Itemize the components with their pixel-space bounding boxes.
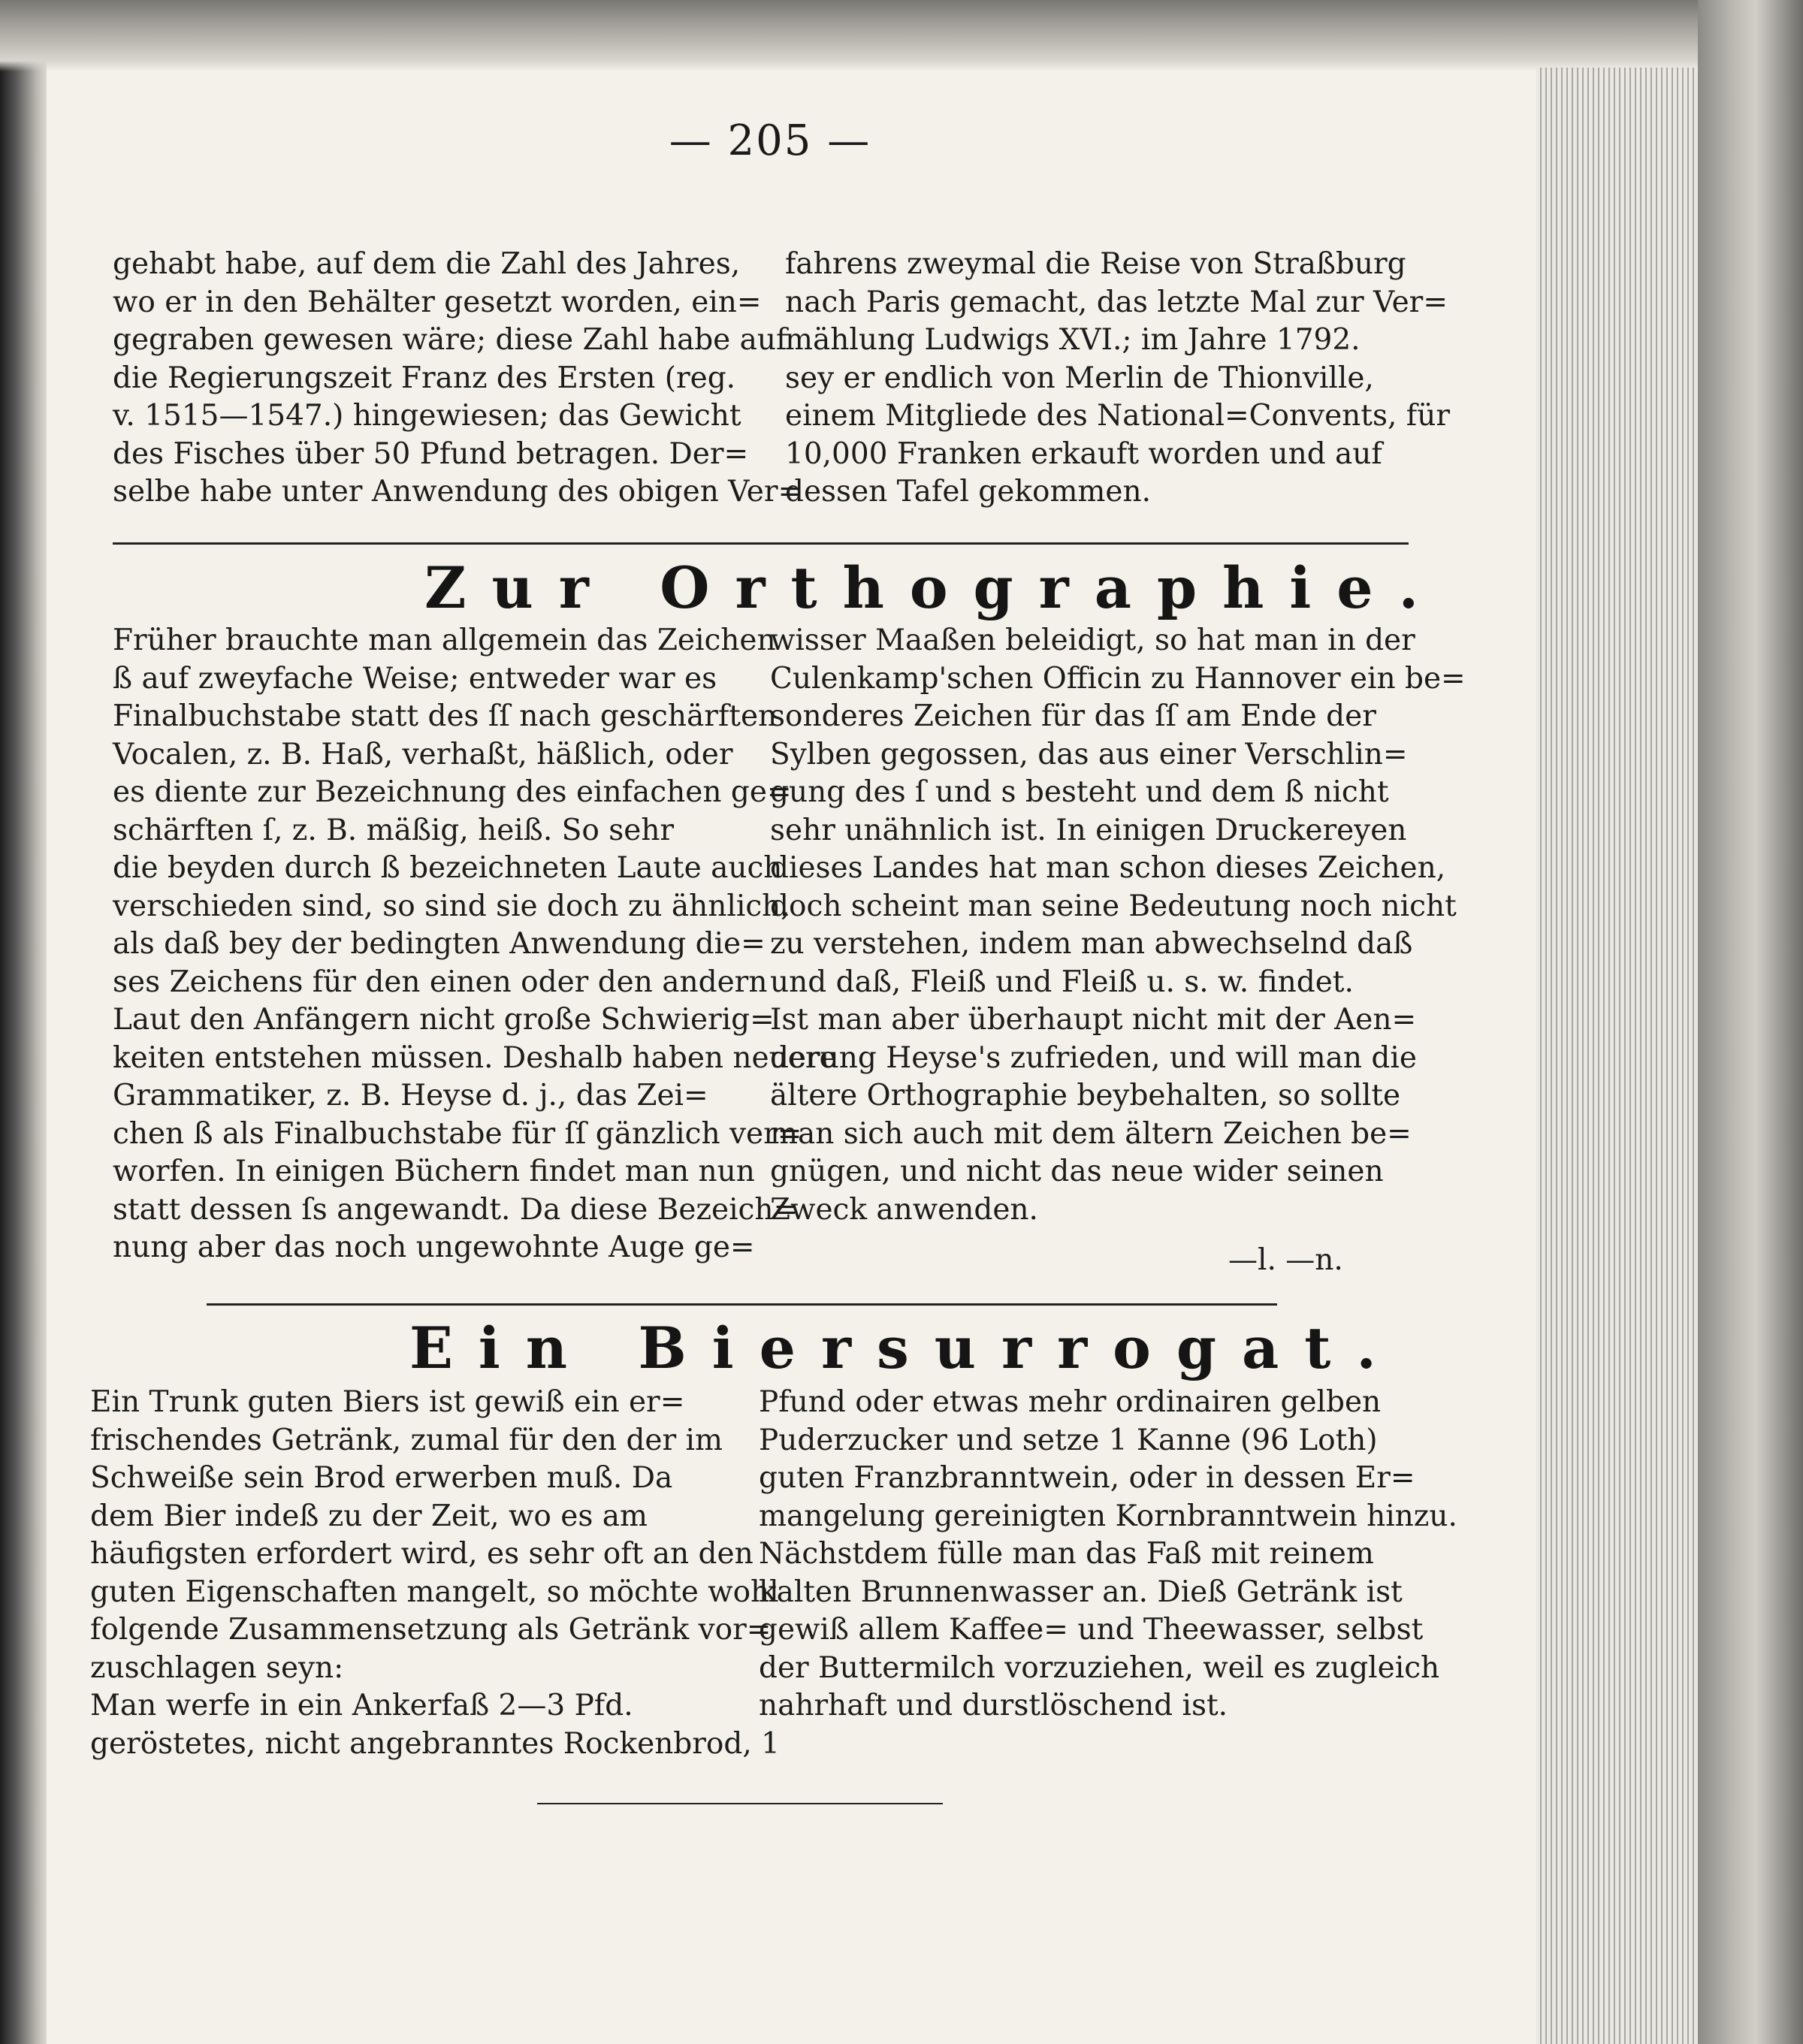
text-line: Früher brauchte man allgemein das Zeichen <box>113 623 776 657</box>
text-line: gnügen, und nicht das neue wider seinen <box>770 1155 1384 1188</box>
text-line: worfen. In einigen Büchern findet man nun <box>113 1155 755 1188</box>
text-line: ältere Orthographie beybehalten, so sollte <box>770 1079 1401 1113</box>
text-line: folgende Zusammensetzung als Getränk vor= <box>90 1613 772 1647</box>
book-top-edge <box>0 0 1803 71</box>
text-line: die Regierungszeit Franz des Ersten (reg. <box>113 361 736 395</box>
text-line: fahrens zweymal die Reise von Straßburg <box>785 247 1406 281</box>
text-line: wisser Maaßen beleidigt, so hat man in der <box>770 623 1415 657</box>
text-line: nach Paris gemacht, das letzte Mal zur Ver= <box>785 285 1448 319</box>
text-line: Ist man aber überhaupt nicht mit der Aen= <box>770 1003 1417 1037</box>
text-line: Schweiße sein Brod erwerben muß. Da <box>90 1461 673 1495</box>
text-line: gewiß allem Kaffee= und Theewasser, selbst <box>759 1613 1424 1647</box>
text-line: und daß, Fleiß und Fleiß u. s. w. findet. <box>770 965 1354 999</box>
page-stack-edge <box>1536 68 1698 2044</box>
text-line: es diente zur Bezeichnung des einfachen ge= <box>113 775 792 809</box>
text-line: dessen Tafel gekommen. <box>785 475 1152 509</box>
text-line: mählung Ludwigs XVI.; im Jahre 1792. <box>785 323 1361 357</box>
text-line: Vocalen, z. B. Haß, verhaßt, häßlich, oder <box>113 737 733 771</box>
text-line: chen ß als Finalbuchstabe für ſſ gänzlich ver= <box>113 1116 802 1151</box>
text-line: sonderes Zeichen für das ſſ am Ende der <box>770 699 1376 733</box>
end-divider <box>537 1803 943 1804</box>
text-line: selbe habe unter Anwendung des obigen Ver= <box>113 475 803 509</box>
article2-right-column <box>770 622 1466 1229</box>
article3-left-column <box>90 1384 780 1763</box>
text-line: Finalbuchstabe statt des ſſ nach geschärften <box>113 699 778 733</box>
text-line: Nächstdem fülle man das Faß mit reinem <box>759 1537 1374 1571</box>
text-line: zuschlagen seyn: <box>90 1650 344 1685</box>
text-line: Laut den Anfängern nicht große Schwierig= <box>113 1003 775 1037</box>
text-line: Ein Trunk guten Biers ist gewiß ein er= <box>90 1385 685 1419</box>
article2-signature: —l. —n. <box>1228 1243 1343 1277</box>
text-line: guten Eigenschaften mangelt, so möchte wohl <box>90 1575 779 1609</box>
text-line: des Fisches über 50 Pfund betragen. Der= <box>113 436 749 471</box>
text-line: gung des ſ und s besteht und dem ß nicht <box>770 775 1389 809</box>
text-line: guten Franzbranntwein, oder in dessen Er= <box>759 1461 1415 1495</box>
text-line: Puderzucker und setze 1 Kanne (96 Loth) <box>759 1423 1378 1457</box>
section-divider <box>113 542 1409 545</box>
text-line: nung aber das noch ungewohnte Auge ge= <box>113 1230 755 1264</box>
text-line: Pfund oder etwas mehr ordinairen gelben <box>759 1385 1382 1419</box>
text-line: verschieden sind, so sind sie doch zu ähnlich, <box>113 889 790 923</box>
text-line: Zweck anwenden. <box>770 1192 1038 1227</box>
text-line: einem Mitgliede des National=Convents, für <box>785 399 1450 433</box>
text-line: geröstetes, nicht angebranntes Rockenbrod, 1 <box>90 1726 780 1761</box>
article3-right-column <box>759 1384 1457 1725</box>
text-line: ses Zeichens für den einen oder den andern <box>113 965 768 999</box>
article3-title: Ein Biersurrogat. <box>409 1315 1402 1381</box>
text-line: ß auf zweyfache Weise; entweder war es <box>113 661 717 696</box>
text-line: keiten entstehen müssen. Deshalb haben neuere <box>113 1040 837 1075</box>
text-line: schärften ſ, z. B. mäßig, heiß. So sehr <box>113 813 675 847</box>
text-line: doch scheint man seine Bedeutung noch nicht <box>770 889 1457 923</box>
text-line: der Buttermilch vorzuziehen, weil es zugleich <box>759 1650 1440 1685</box>
article2-left-column <box>113 622 837 1267</box>
text-line: man sich auch mit dem ältern Zeichen be= <box>770 1116 1412 1151</box>
text-line: zu verstehen, indem man abwechselnd daß <box>770 927 1413 961</box>
article1-left-column <box>113 246 803 512</box>
facing-page-edge <box>0 0 47 2044</box>
text-line: Man werfe in ein Ankerfaß 2—3 Pfd. <box>90 1689 633 1722</box>
section-divider <box>207 1303 1277 1306</box>
text-line: dieses Landes hat man schon dieses Zeichen, <box>770 851 1446 885</box>
text-line: Culenkamp'schen Officin zu Hannover ein be= <box>770 661 1466 696</box>
text-line: derung Heyse's zufrieden, und will man die <box>770 1040 1417 1075</box>
text-line: wo er in den Behälter gesetzt worden, ein= <box>113 285 762 319</box>
text-line: mangelung gereinigten Kornbranntwein hinzu. <box>759 1499 1457 1533</box>
text-line: Sylben gegossen, das aus einer Verschlin= <box>770 737 1408 771</box>
text-line: gehabt habe, auf dem die Zahl des Jahres, <box>113 247 741 281</box>
text-line: nahrhaft und durstlöschend ist. <box>759 1689 1228 1722</box>
text-line: häufigsten erfordert wird, es sehr oft an den <box>90 1537 754 1571</box>
text-line: frischendes Getränk, zumal für den der im <box>90 1423 723 1457</box>
text-line: v. 1515—1547.) hingewiesen; das Gewicht <box>113 399 741 433</box>
text-line: 10,000 Franken erkauft worden und auf <box>785 436 1382 471</box>
text-line: die beyden durch ß bezeichneten Laute auch <box>113 851 783 885</box>
page-number: — 205 — <box>669 116 871 165</box>
text-line: als daß bey der bedingten Anwendung die= <box>113 927 766 961</box>
text-line: statt dessen ſs angewandt. Da diese Bezeich= <box>113 1192 799 1227</box>
text-line: gegraben gewesen wäre; diese Zahl habe auf <box>113 323 787 357</box>
text-line: sehr unähnlich ist. In einigen Druckereyen <box>770 813 1407 847</box>
book-fore-edge <box>1698 0 1803 2044</box>
text-line: dem Bier indeß zu der Zeit, wo es am <box>90 1499 648 1533</box>
article1-right-column <box>785 246 1450 512</box>
text-line: Grammatiker, z. B. Heyse d. j., das Zei= <box>113 1079 708 1113</box>
article2-title: Zur Orthographie. <box>424 554 1445 621</box>
text-line: sey er endlich von Merlin de Thionville, <box>785 361 1374 395</box>
text-line: kalten Brunnenwasser an. Dieß Getränk ist <box>759 1575 1403 1609</box>
